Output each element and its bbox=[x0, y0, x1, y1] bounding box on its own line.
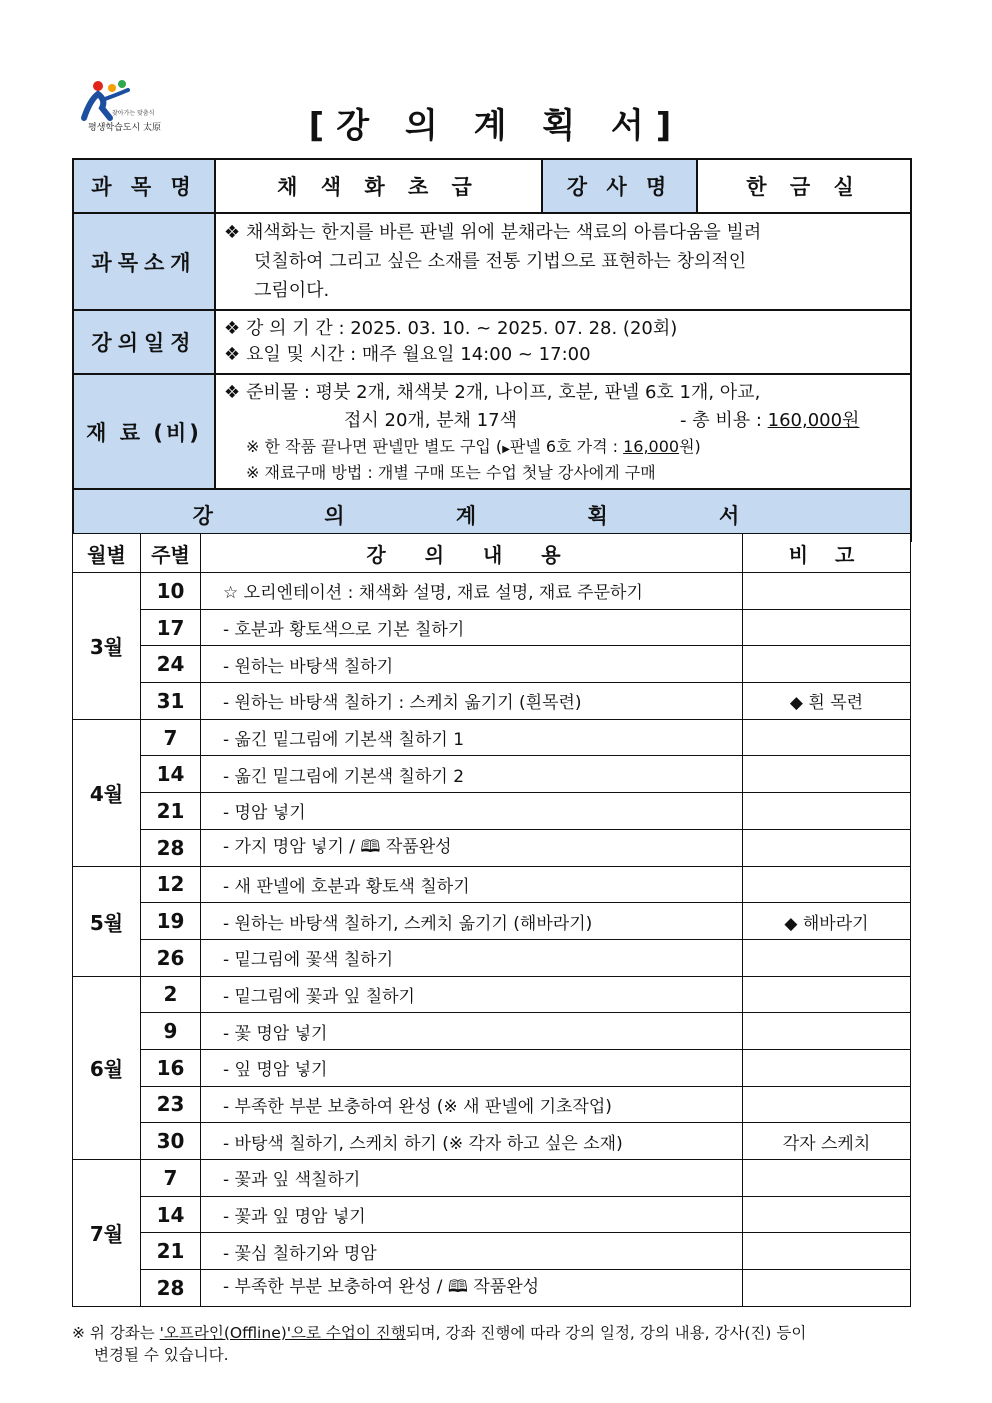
lecture-content-cell: - 꽃과 잎 명암 넣기 bbox=[201, 1196, 743, 1233]
week-cell: 24 bbox=[141, 646, 201, 683]
week-cell: 28 bbox=[141, 829, 201, 866]
bullet-icon: ❖ bbox=[224, 382, 241, 403]
lecture-content-cell: - 호분과 황토색으로 기본 칠하기 bbox=[201, 609, 743, 646]
lecture-content-cell: - 원하는 바탕색 칠하기 : 스케치 옮기기 (흰목련) bbox=[201, 683, 743, 720]
bullet-icon: ❖ bbox=[224, 222, 241, 243]
lecture-content-cell: - 꽃 명암 넣기 bbox=[201, 1013, 743, 1050]
lecture-content-cell: - 부족한 부분 보충하여 완성 / 🕮 작품완성 bbox=[201, 1270, 743, 1307]
lecture-content-cell: ☆ 오리엔테이션 : 채색화 설명, 재료 설명, 재료 주문하기 bbox=[201, 573, 743, 610]
week-cell: 7 bbox=[141, 1160, 201, 1197]
lecture-content-cell: - 새 판넬에 호분과 황토색 칠하기 bbox=[201, 866, 743, 903]
note-cell bbox=[743, 646, 911, 683]
week-cell: 10 bbox=[141, 573, 201, 610]
schedule-text: ❖ 강 의 기 간 : 2025. 03. 10. ~ 2025. 07. 28. (20회) ❖ 요일 및 시간 : 매주 월요일 14:00 ~ 17:00 bbox=[215, 310, 911, 374]
table-row bbox=[73, 1233, 911, 1270]
note-cell bbox=[743, 1233, 911, 1270]
bullet-icon: ❖ bbox=[224, 318, 241, 339]
lecture-content-cell: - 가지 명암 넣기 / 🕮 작품완성 bbox=[201, 829, 743, 866]
table-row bbox=[73, 866, 911, 903]
table-row bbox=[73, 903, 911, 940]
month-cell: 5월 bbox=[73, 866, 141, 976]
table-row bbox=[73, 939, 911, 976]
instructor-label: 강 사 명 bbox=[542, 159, 697, 213]
header-month: 월별 bbox=[73, 534, 141, 573]
table-row bbox=[73, 1160, 911, 1197]
table-row bbox=[73, 573, 911, 610]
table-row bbox=[73, 1049, 911, 1086]
note-cell bbox=[743, 1196, 911, 1233]
week-cell: 16 bbox=[141, 1049, 201, 1086]
week-cell: 12 bbox=[141, 866, 201, 903]
intro-label: 과목소개 bbox=[73, 213, 215, 310]
table-row bbox=[73, 1123, 911, 1160]
note-cell bbox=[743, 866, 911, 903]
table-row bbox=[73, 1270, 911, 1307]
bullet-icon: ❖ bbox=[224, 344, 241, 365]
subject-label: 과 목 명 bbox=[73, 159, 215, 213]
week-cell: 31 bbox=[141, 683, 201, 720]
note-cell bbox=[743, 1160, 911, 1197]
note-cell bbox=[743, 609, 911, 646]
note-cell bbox=[743, 829, 911, 866]
lecture-content-cell: - 부족한 부분 보충하여 완성 (※ 새 판넬에 기초작업) bbox=[201, 1086, 743, 1123]
lecture-content-cell: - 바탕색 칠하기, 스케치 하기 (※ 각자 하고 싶은 소재) bbox=[201, 1123, 743, 1160]
table-row bbox=[73, 756, 911, 793]
week-cell: 17 bbox=[141, 609, 201, 646]
table-row bbox=[73, 646, 911, 683]
lecture-content-cell: - 꽃과 잎 색칠하기 bbox=[201, 1160, 743, 1197]
header-week: 주별 bbox=[141, 534, 201, 573]
schedule-table bbox=[72, 533, 911, 1307]
note-cell: ◆ 해바라기 bbox=[743, 903, 911, 940]
week-cell: 23 bbox=[141, 1086, 201, 1123]
materials-note-1: ※ 한 작품 끝나면 판넬만 별도 구입 (▶판넬 6호 가격 : 16,000원) bbox=[246, 437, 701, 456]
week-cell: 19 bbox=[141, 903, 201, 940]
month-cell: 7월 bbox=[73, 1160, 141, 1307]
lecture-content-cell: - 꽃심 칠하기와 명암 bbox=[201, 1233, 743, 1270]
week-cell: 28 bbox=[141, 1270, 201, 1307]
note-cell bbox=[743, 1086, 911, 1123]
lecture-content-cell: - 밑그림에 꽃과 잎 칠하기 bbox=[201, 976, 743, 1013]
week-cell: 21 bbox=[141, 793, 201, 830]
note-cell bbox=[743, 1270, 911, 1307]
note-cell bbox=[743, 756, 911, 793]
materials-total: - 총 비용 : 160,000원 bbox=[680, 410, 860, 431]
week-cell: 30 bbox=[141, 1123, 201, 1160]
table-row bbox=[73, 976, 911, 1013]
week-cell: 14 bbox=[141, 1196, 201, 1233]
lecture-content-cell: - 원하는 바탕색 칠하기, 스케치 옮기기 (해바라기) bbox=[201, 903, 743, 940]
note-cell bbox=[743, 1013, 911, 1050]
table-row bbox=[73, 1196, 911, 1233]
lecture-content-cell: - 원하는 바탕색 칠하기 bbox=[201, 646, 743, 683]
table-row bbox=[73, 719, 911, 756]
week-cell: 9 bbox=[141, 1013, 201, 1050]
intro-text: ❖ 채색화는 한지를 바른 판넬 위에 분채라는 색료의 아름다움을 빌려 덧칠하여 그리고 싶은 소재를 전통 기법으로 표현하는 창의적인 그림이다. bbox=[215, 213, 911, 310]
note-cell bbox=[743, 939, 911, 976]
materials-text: ❖ 준비물 : 평붓 2개, 채색붓 2개, 나이프, 호분, 판넬 6호 1개, 아교, 접시 20개, 분채 17색 - 총 비용 : 160,000원 ※ 한 작품 끝나면 판넬만 별도 구입 (▶판넬 6호 가격 : 16,000원) ※ 재료구매 방법 : 개별 구매 또는 수업 첫날 강사에게 구매 bbox=[215, 374, 911, 489]
note-cell bbox=[743, 1049, 911, 1086]
lecture-content-cell: - 옮긴 밑그림에 기본색 칠하기 2 bbox=[201, 756, 743, 793]
schedule-label: 강의일정 bbox=[73, 310, 215, 374]
lecture-content-cell: - 밑그림에 꽃색 칠하기 bbox=[201, 939, 743, 976]
month-cell: 6월 bbox=[73, 976, 141, 1159]
table-row bbox=[73, 1013, 911, 1050]
materials-label: 재 료 (비) bbox=[73, 374, 215, 489]
lecture-content-cell: - 잎 명암 넣기 bbox=[201, 1049, 743, 1086]
table-row bbox=[73, 609, 911, 646]
note-cell bbox=[743, 573, 911, 610]
instructor-value: 한 금 실 bbox=[697, 159, 911, 213]
footnote: ※ 위 강좌는 '오프라인(Offline)'으로 수업이 진행되며, 강좌 진행에 따라 강의 일정, 강의 내용, 강사(진) 등이 변경될 수 있습니다. bbox=[72, 1324, 807, 1364]
week-cell: 26 bbox=[141, 939, 201, 976]
note-cell bbox=[743, 976, 911, 1013]
week-cell: 7 bbox=[141, 719, 201, 756]
note-cell bbox=[743, 719, 911, 756]
subject-value: 채 색 화 초 급 bbox=[215, 159, 542, 213]
week-cell: 21 bbox=[141, 1233, 201, 1270]
table-row bbox=[73, 683, 911, 720]
week-cell: 2 bbox=[141, 976, 201, 1013]
note-cell: ◆ 흰 목련 bbox=[743, 683, 911, 720]
week-cell: 14 bbox=[141, 756, 201, 793]
document-title: [강 의 계 획 서] bbox=[308, 106, 684, 146]
header-content: 강 의 내 용 bbox=[201, 534, 743, 573]
table-row bbox=[73, 793, 911, 830]
note-cell: 각자 스케치 bbox=[743, 1123, 911, 1160]
header-note: 비 고 bbox=[743, 534, 911, 573]
lecture-content-cell: - 명암 넣기 bbox=[201, 793, 743, 830]
month-cell: 3월 bbox=[73, 573, 141, 720]
logo-name: 평생학습도시 太原 bbox=[88, 123, 162, 133]
materials-note-2: ※ 재료구매 방법 : 개별 구매 또는 수업 첫날 강사에게 구매 bbox=[246, 463, 656, 482]
month-cell: 4월 bbox=[73, 719, 141, 866]
plan-title: 강 의 계 획 서 bbox=[73, 489, 911, 541]
lecture-content-cell: - 옮긴 밑그림에 기본색 칠하기 1 bbox=[201, 719, 743, 756]
table-row bbox=[73, 1086, 911, 1123]
table-row bbox=[73, 829, 911, 866]
triangle-icon: ▶ bbox=[502, 444, 510, 455]
course-info-table bbox=[72, 158, 912, 542]
logo-tagline: 찾아가는 맞춤식 bbox=[112, 110, 155, 117]
note-cell bbox=[743, 793, 911, 830]
